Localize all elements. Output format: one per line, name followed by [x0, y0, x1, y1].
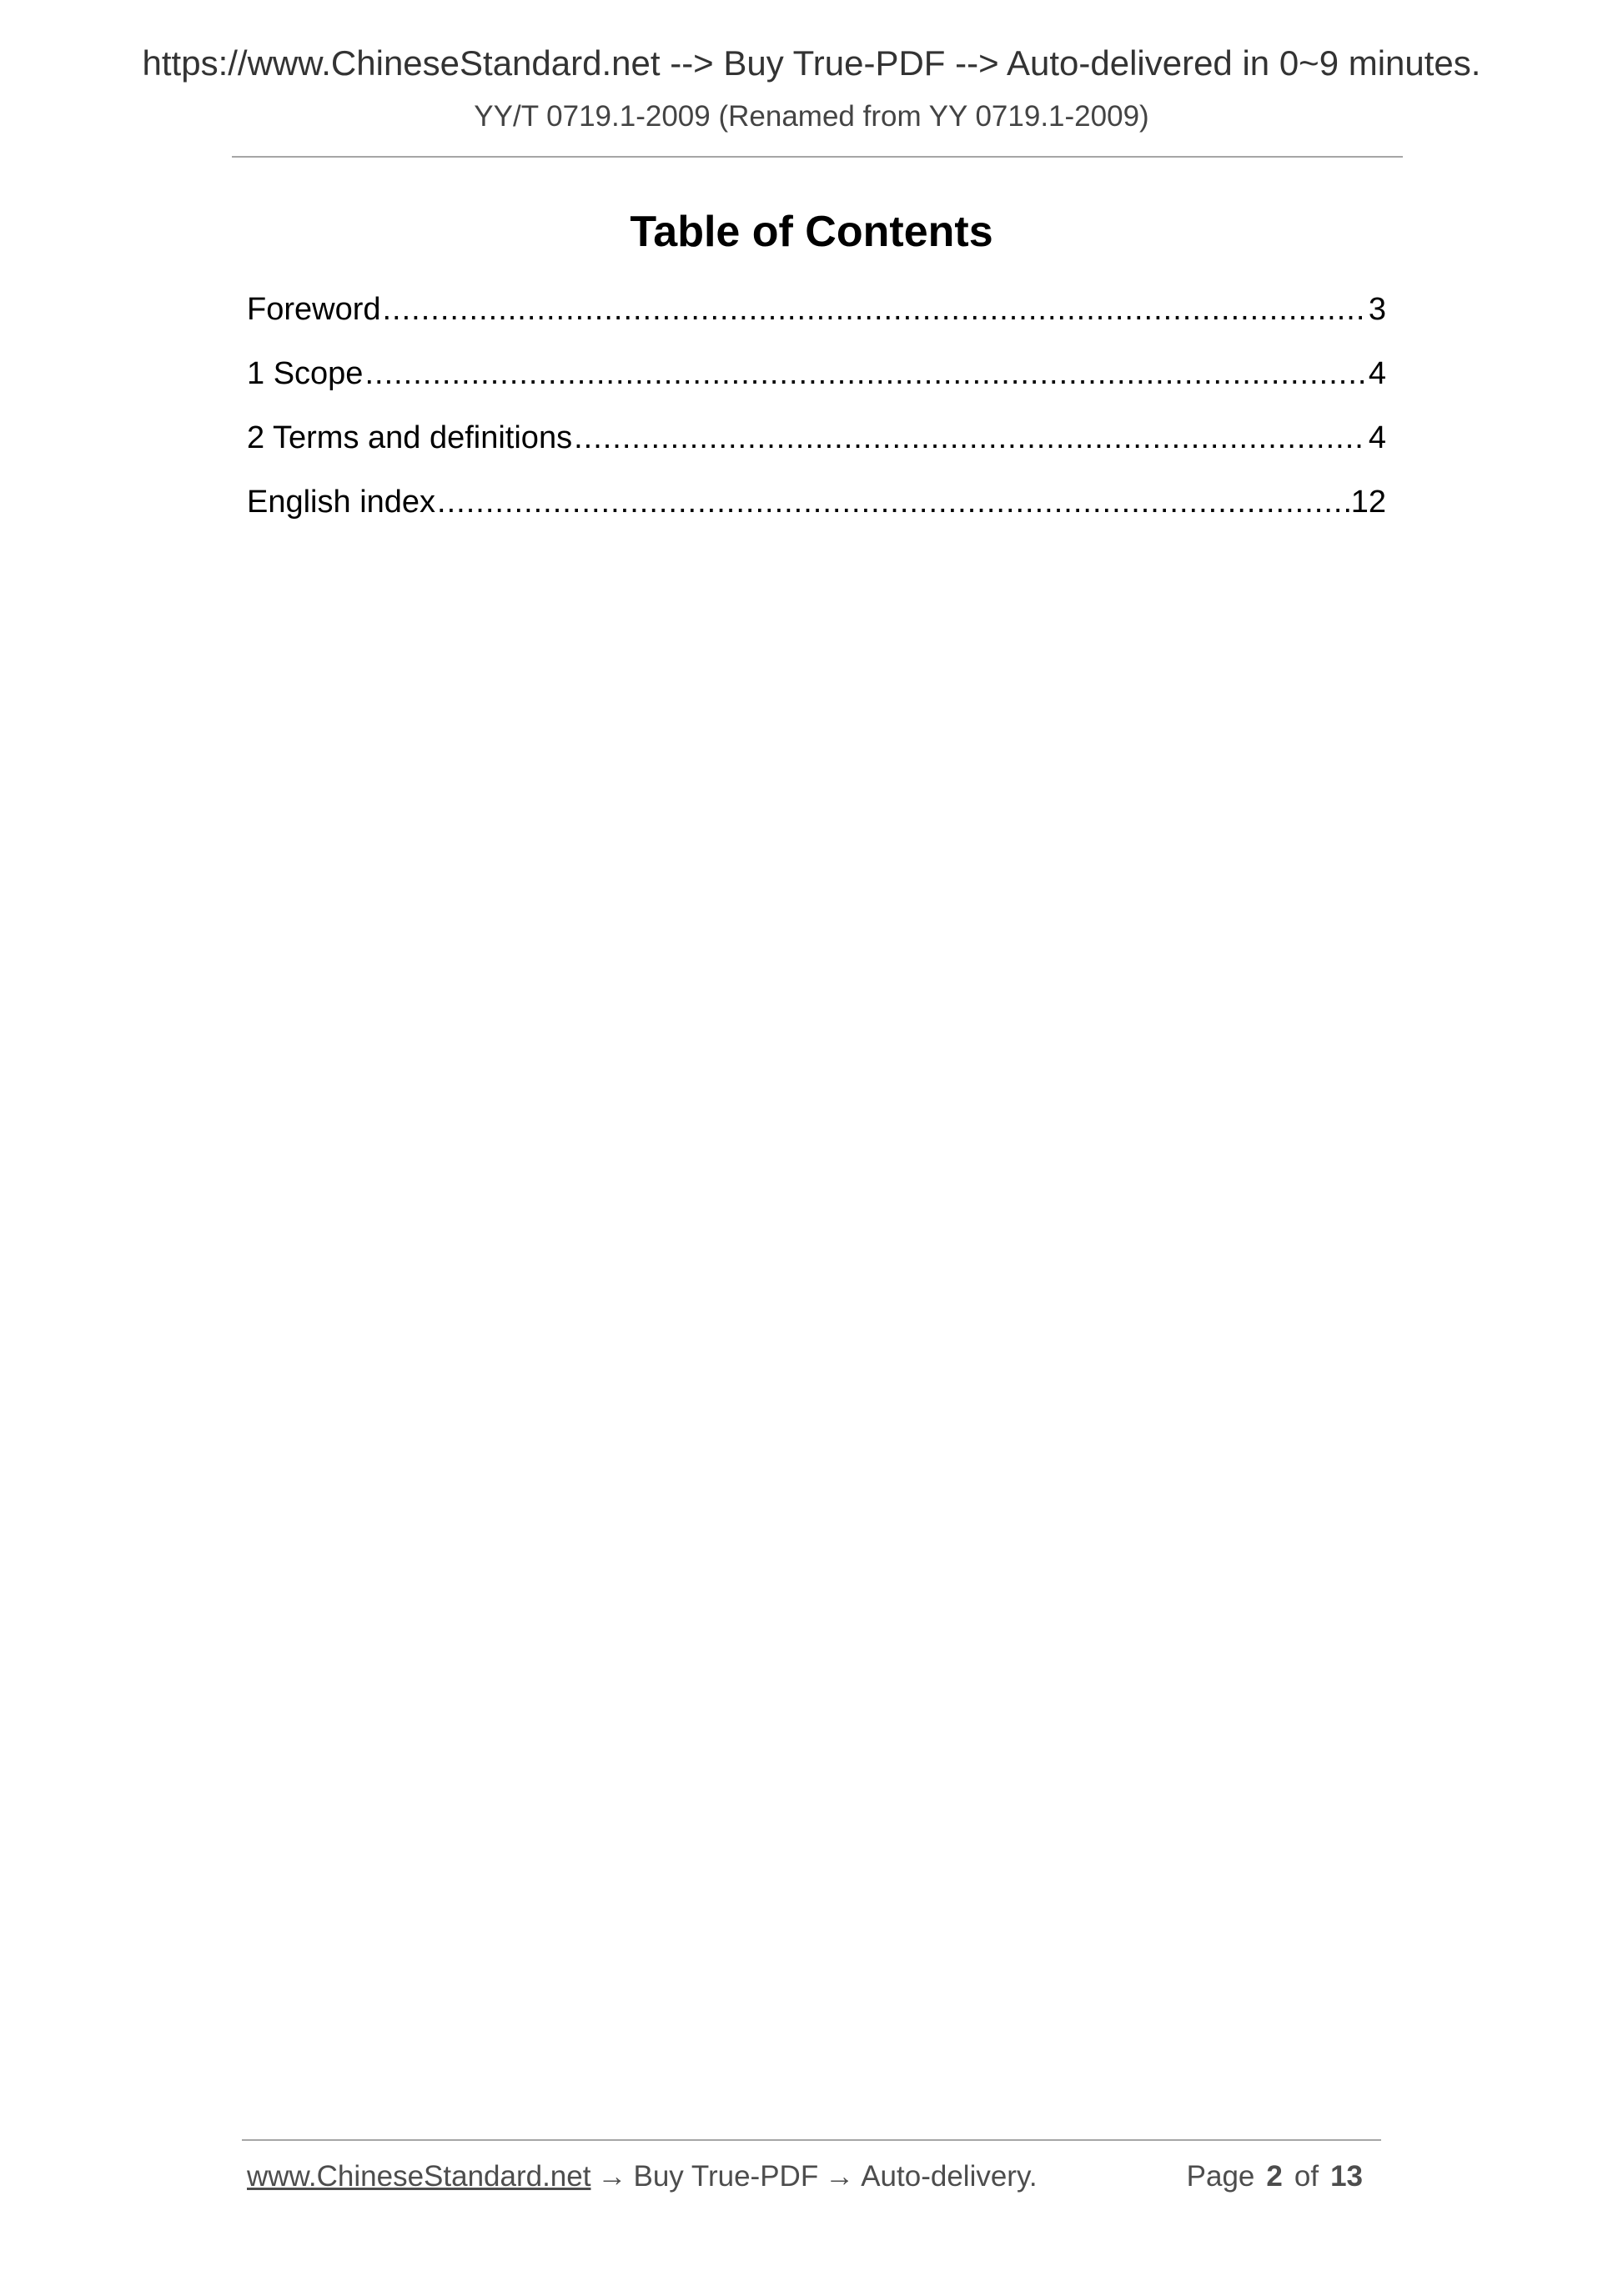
arrow-right-icon: →	[825, 2160, 855, 2193]
page-indicator	[1187, 2160, 1374, 2193]
header-divider	[232, 156, 1403, 158]
toc-dot-leader	[364, 352, 1366, 395]
toc-entry-label: 1 Scope	[247, 356, 364, 391]
toc-dot-leader	[574, 416, 1367, 460]
current-page-number: 2	[1266, 2160, 1283, 2193]
footer-promo	[247, 2160, 1038, 2193]
of-label: of	[1294, 2160, 1319, 2193]
toc-entry-label: Foreword	[247, 292, 381, 327]
toc-entry-label: 2 Terms and definitions	[247, 420, 573, 455]
footer-buy-text: Buy True-PDF	[633, 2160, 819, 2193]
table-of-contents	[247, 288, 1386, 545]
page-title: Table of Contents	[630, 208, 993, 256]
toc-entry-scope[interactable]	[247, 352, 1386, 416]
toc-entry-label: English index	[247, 485, 436, 520]
total-pages-number: 13	[1330, 2160, 1363, 2193]
website-link[interactable]: www.ChineseStandard.net	[247, 2160, 591, 2193]
header-banner-text: https://www.ChineseStandard.net --> Buy True-PDF --> Auto-delivered in 0~9 minutes.	[142, 43, 1481, 83]
toc-entry-page: 4	[1368, 356, 1386, 391]
toc-dot-leader	[437, 480, 1349, 524]
toc-entry-page: 3	[1368, 292, 1386, 327]
arrow-right-icon: →	[597, 2160, 627, 2193]
footer-delivery-text: Auto-delivery.	[861, 2160, 1038, 2193]
toc-entry-foreword[interactable]	[247, 288, 1386, 352]
toc-entry-english-index[interactable]	[247, 480, 1386, 545]
document-standard-number: YY/T 0719.1-2009 (Renamed from YY 0719.1-2009)	[474, 100, 1149, 133]
toc-entry-page: 12	[1350, 485, 1386, 520]
toc-entry-page: 4	[1368, 420, 1386, 455]
toc-entry-terms-and-definitions[interactable]	[247, 416, 1386, 480]
toc-dot-leader	[383, 288, 1367, 331]
page-label: Page	[1186, 2160, 1255, 2193]
footer-divider	[242, 2139, 1381, 2141]
